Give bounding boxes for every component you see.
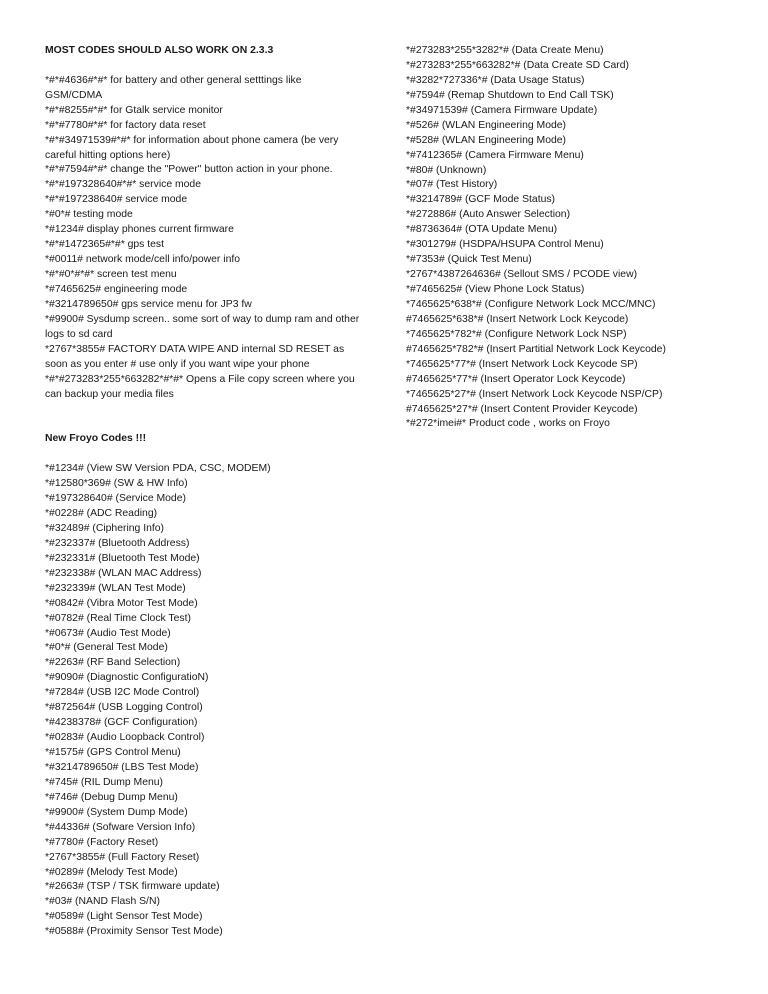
code-item: *#80# (Unknown) [406,164,487,176]
code-item: *#0228# (ADC Reading) [45,508,158,519]
right-column [406,44,726,432]
code-item: *#872564# (USB Logging Control) [45,702,203,714]
code-item: *#273283*255*3282*# (Data Create Menu) [406,45,604,56]
code-item: *#272*imei#* Product code , works on Froyo [406,418,610,430]
code-item: *#9900# (System Dump Mode) [45,806,188,818]
spacer [45,417,365,432]
code-item: *#7284# (USB I2C Mode Control) [45,687,200,699]
code-item: *#0842# (Vibra Motor Test Mode) [45,597,198,609]
code-item: *#*#34971539#*#* for information about phone camera (be very careful hitting options here) [45,134,339,161]
code-item: *#*#197328640#*#* service mode [45,179,201,191]
code-item: *#0011# network mode/cell info/power info [45,254,241,266]
code-item: *#7465625# (View Phone Lock Status) [406,284,585,295]
code-item: *#*#197238640# service mode [45,194,188,206]
code-item: *#03# (NAND Flash S/N) [45,896,160,908]
code-item: *#1234# (View SW Version PDA, CSC, MODEM) [45,463,271,475]
code-item: *2767*3855# (Full Factory Reset) [45,851,200,863]
spacer [45,59,365,74]
code-item: *#9900# Sysdump screen.. some sort of way to dump ram and other logs to sd card [45,313,360,340]
code-item: *7465625*77*# (Insert Network Lock Keycode SP) [406,358,638,370]
intro-code-list [45,74,365,403]
code-item: *#*#8255#*#* for Gtalk service monitor [45,104,223,116]
code-item: #7465625*782*# (Insert Partitial Network Lock Keycode) [406,343,666,355]
code-item: *#3214789650# gps service menu for JP3 fw [45,298,252,310]
code-item: *#0589# (Light Sensor Test Mode) [45,911,203,923]
code-item: *#197328640# (Service Mode) [45,493,186,505]
code-item: *#232338# (WLAN MAC Address) [45,567,202,579]
code-item: *#0588# (Proximity Sensor Test Mode) [45,926,223,938]
code-item: #7465625*77*# (Insert Operator Lock Keycode) [406,373,626,385]
spacer [45,402,365,417]
code-item: *#0283# (Audio Loopback Control) [45,732,205,744]
code-item: *#32489# (Ciphering Info) [45,522,164,534]
code-item: *#1575# (GPS Control Menu) [45,747,181,758]
code-item: *#7353# (Quick Test Menu) [406,254,532,266]
code-item: *#*#1472365#*#* gps test [45,239,165,251]
code-item: *#*#273283*255*663282*#*#* Opens a File copy screen where you can backup your media files [45,373,355,400]
code-item: *2767*3855# FACTORY DATA WIPE AND internal SD RESET as soon as you enter # use only if you want wipe your phone [45,343,345,370]
froyo-heading: New Froyo Codes !!! [45,433,147,445]
code-item: *#3282*727336*# (Data Usage Status) [406,74,585,86]
section-heading: MOST CODES SHOULD ALSO WORK ON 2.3.3 [45,45,274,56]
code-item: *#*#4636#*#* for battery and other general setttings like GSM/CDMA [45,74,302,101]
code-item: *#746# (Debug Dump Menu) [45,791,178,803]
code-item: #7465625*638*# (Insert Network Lock Keycode) [406,313,629,325]
code-item: *#232331# (Bluetooth Test Mode) [45,552,200,564]
code-item: #7465625*27*# (Insert Content Provider Keycode) [406,403,638,415]
code-item: *7465625*782*# (Configure Network Lock NSP) [406,328,627,340]
code-item: *#232337# (Bluetooth Address) [45,537,190,549]
code-item: *#*#0*#*#* screen test menu [45,269,177,281]
code-item: *#8736364# (OTA Update Menu) [406,224,558,236]
code-item: *#7594# (Remap Shutdown to End Call TSK) [406,89,614,101]
code-item: *#272886# (Auto Answer Selection) [406,209,571,221]
code-item: *7465625*27*# (Insert Network Lock Keycode NSP/CP) [406,388,663,400]
code-item: *#745# (RIL Dump Menu) [45,776,164,788]
code-item: *#*#7594#*#* change the "Power" button action in your phone. [45,164,333,176]
code-item: *#*#7780#*#* for factory data reset [45,119,206,131]
code-item: *#0782# (Real Time Clock Test) [45,612,191,624]
code-item: *#0*# (General Test Mode) [45,642,168,654]
code-item: *#34971539# (Camera Firmware Update) [406,104,598,116]
code-item: *#2663# (TSP / TSK firmware update) [45,881,220,893]
code-item: *#2263# (RF Band Selection) [45,657,181,669]
spacer [45,447,365,462]
code-item: *#9090# (Diagnostic ConfiguratioN) [45,672,209,684]
code-item: *#44336# (Sofware Version Info) [45,821,196,833]
code-item: *#0673# (Audio Test Mode) [45,627,171,639]
code-item: *#7412365# (Camera Firmware Menu) [406,149,584,161]
code-item: *#4238378# (GCF Configuration) [45,717,198,729]
code-item: *#232339# (WLAN Test Mode) [45,582,186,594]
code-item: *#7780# (Factory Reset) [45,836,159,848]
code-item: *#301279# (HSDPA/HSUPA Control Menu) [406,239,604,251]
code-item: *#0289# (Melody Test Mode) [45,866,178,878]
froyo-code-list [45,462,365,940]
code-item: *#3214789650# (LBS Test Mode) [45,761,199,773]
right-code-list [406,44,726,432]
code-item: *2767*4387264636# (Sellout SMS / PCODE view) [406,269,638,281]
code-item: *#1234# display phones current firmware [45,224,234,236]
left-column [45,44,365,940]
code-item: *#528# (WLAN Engineering Mode) [406,134,566,146]
code-item: *#12580*369# (SW & HW Info) [45,478,188,490]
code-item: *#526# (WLAN Engineering Mode) [406,119,566,131]
code-item: *#7465625# engineering mode [45,283,188,295]
code-item: *7465625*638*# (Configure Network Lock MCC/MNC) [406,298,656,310]
code-item: *#273283*255*663282*# (Data Create SD Card) [406,59,629,71]
code-item: *#0*# testing mode [45,209,133,221]
code-item: *#3214789# (GCF Mode Status) [406,194,556,206]
code-item: *#07# (Test History) [406,179,498,191]
